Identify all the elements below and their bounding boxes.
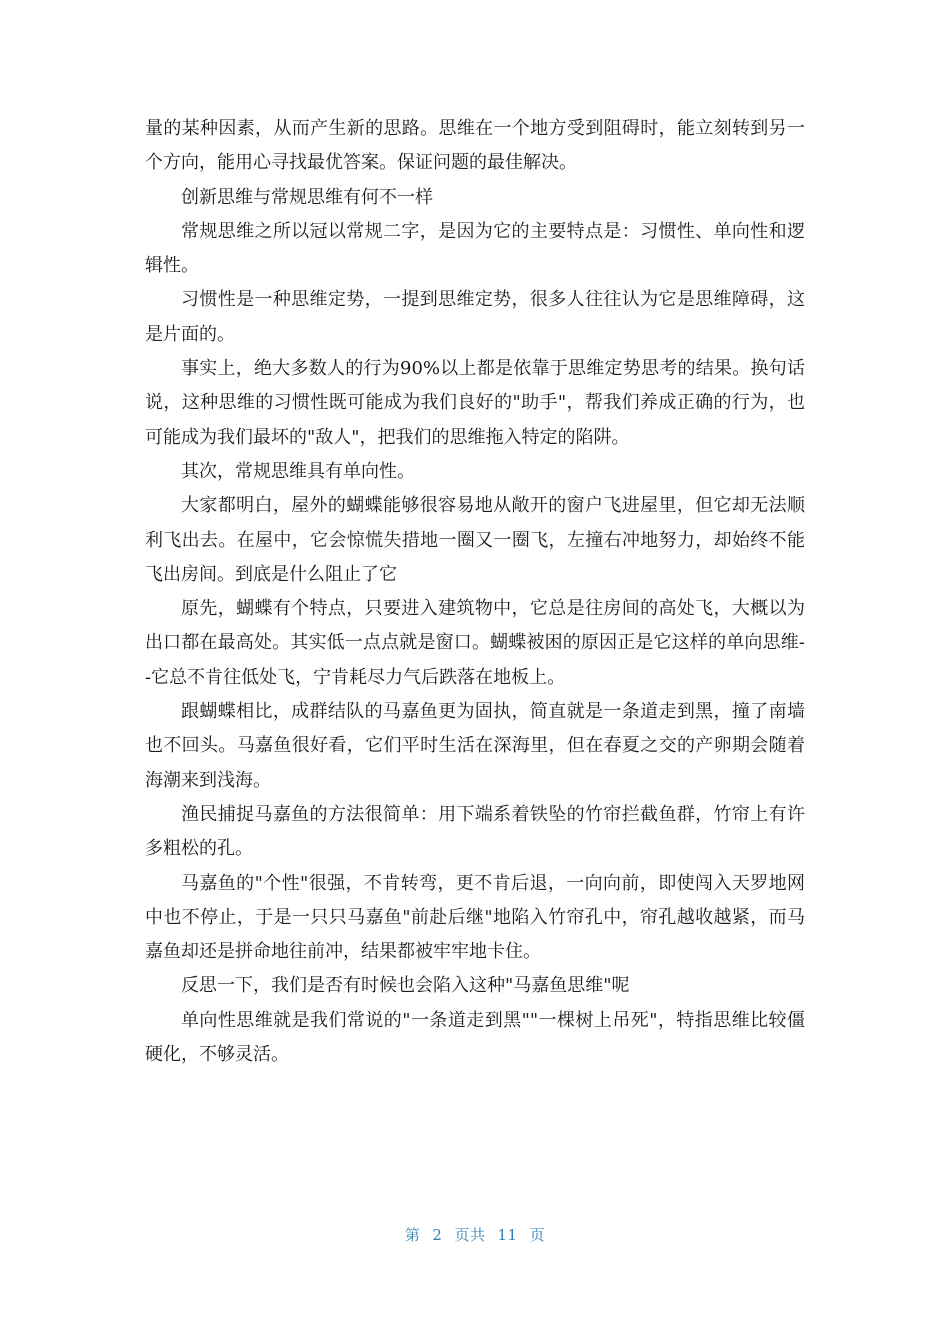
paragraph-5: 事实上，绝大多数人的行为90%以上都是依靠于思维定势思考的结果。换句话说，这种思维的习惯性既可能成为我们良好的"助手"，帮我们养成正确的行为，也可能成为我们最坏的"敌人"，把我们的思维拖入特定的陷阱。 [145,358,805,448]
paragraph-11: 马嘉鱼的"个性"很强，不肯转弯，更不肯后退，一向向前，即使闯入天罗地网中也不停止，于是一只只马嘉鱼"前赴后继"地陷入竹帘孔中，帘孔越收越紧，而马嘉鱼却还是拼命地往前冲，结果都被牢牢地卡住。 [145,872,805,963]
paragraph-7: 大家都明白，屋外的蝴蝶能够很容易地从敞开的窗户飞进屋里，但它却无法顺利飞出去。在屋中，它会惊慌失措地一圈又一圈飞，左撞右冲地努力，却始终不能飞出房间。到底是什么阻止了它 [145,495,805,585]
total-pages: 11 [497,1226,518,1244]
paragraph-1: 量的某种因素，从而产生新的思路。思维在一个地方受到阻碍时，能立刻转到另一个方向，能用心寻找最优答案。保证问题的最佳解决。 [145,118,805,174]
paragraph-12: 反思一下，我们是否有时候也会陷入这种"马嘉鱼思维"呢 [181,975,630,997]
paragraph-8: 原先，蝴蝶有个特点，只要进入建筑物中，它总是往房间的高处飞，大概以为出口都在最高处。其实低一点点就是窗口。蝴蝶被困的原因正是它这样的单向思维--它总不肯往低处飞，宁肯耗尽力气后跌落在地板上。 [145,598,805,688]
page-label-mid: 页共 [454,1226,486,1244]
document-body [145,112,805,1072]
paragraph-6: 其次，常规思维具有单向性。 [181,460,415,482]
paragraph-2: 创新思维与常规思维有何不一样 [181,186,433,208]
page-label-prefix: 第 [404,1226,421,1244]
paragraph-13: 单向性思维就是我们常说的"一条道走到黑""一棵树上吊死"，特指思维比较僵硬化，不够灵活。 [145,1009,805,1066]
page-number: 2 [432,1226,443,1244]
page-footer [0,1224,950,1245]
paragraph-3: 常规思维之所以冠以常规二字，是因为它的主要特点是：习惯性、单向性和逻辑性。 [145,220,805,277]
paragraph-9: 跟蝴蝶相比，成群结队的马嘉鱼更为固执，简直就是一条道走到黑，撞了南墙也不回头。马嘉鱼很好看，它们平时生活在深海里，但在春夏之交的产卵期会随着海潮来到浅海。 [145,701,805,791]
paragraph-10: 渔民捕捉马嘉鱼的方法很简单：用下端系着铁坠的竹帘拦截鱼群，竹帘上有许多粗松的孔。 [145,803,805,860]
page-label-suffix: 页 [529,1226,546,1244]
paragraph-4: 习惯性是一种思维定势，一提到思维定势，很多人往往认为它是思维障碍，这是片面的。 [145,289,805,345]
